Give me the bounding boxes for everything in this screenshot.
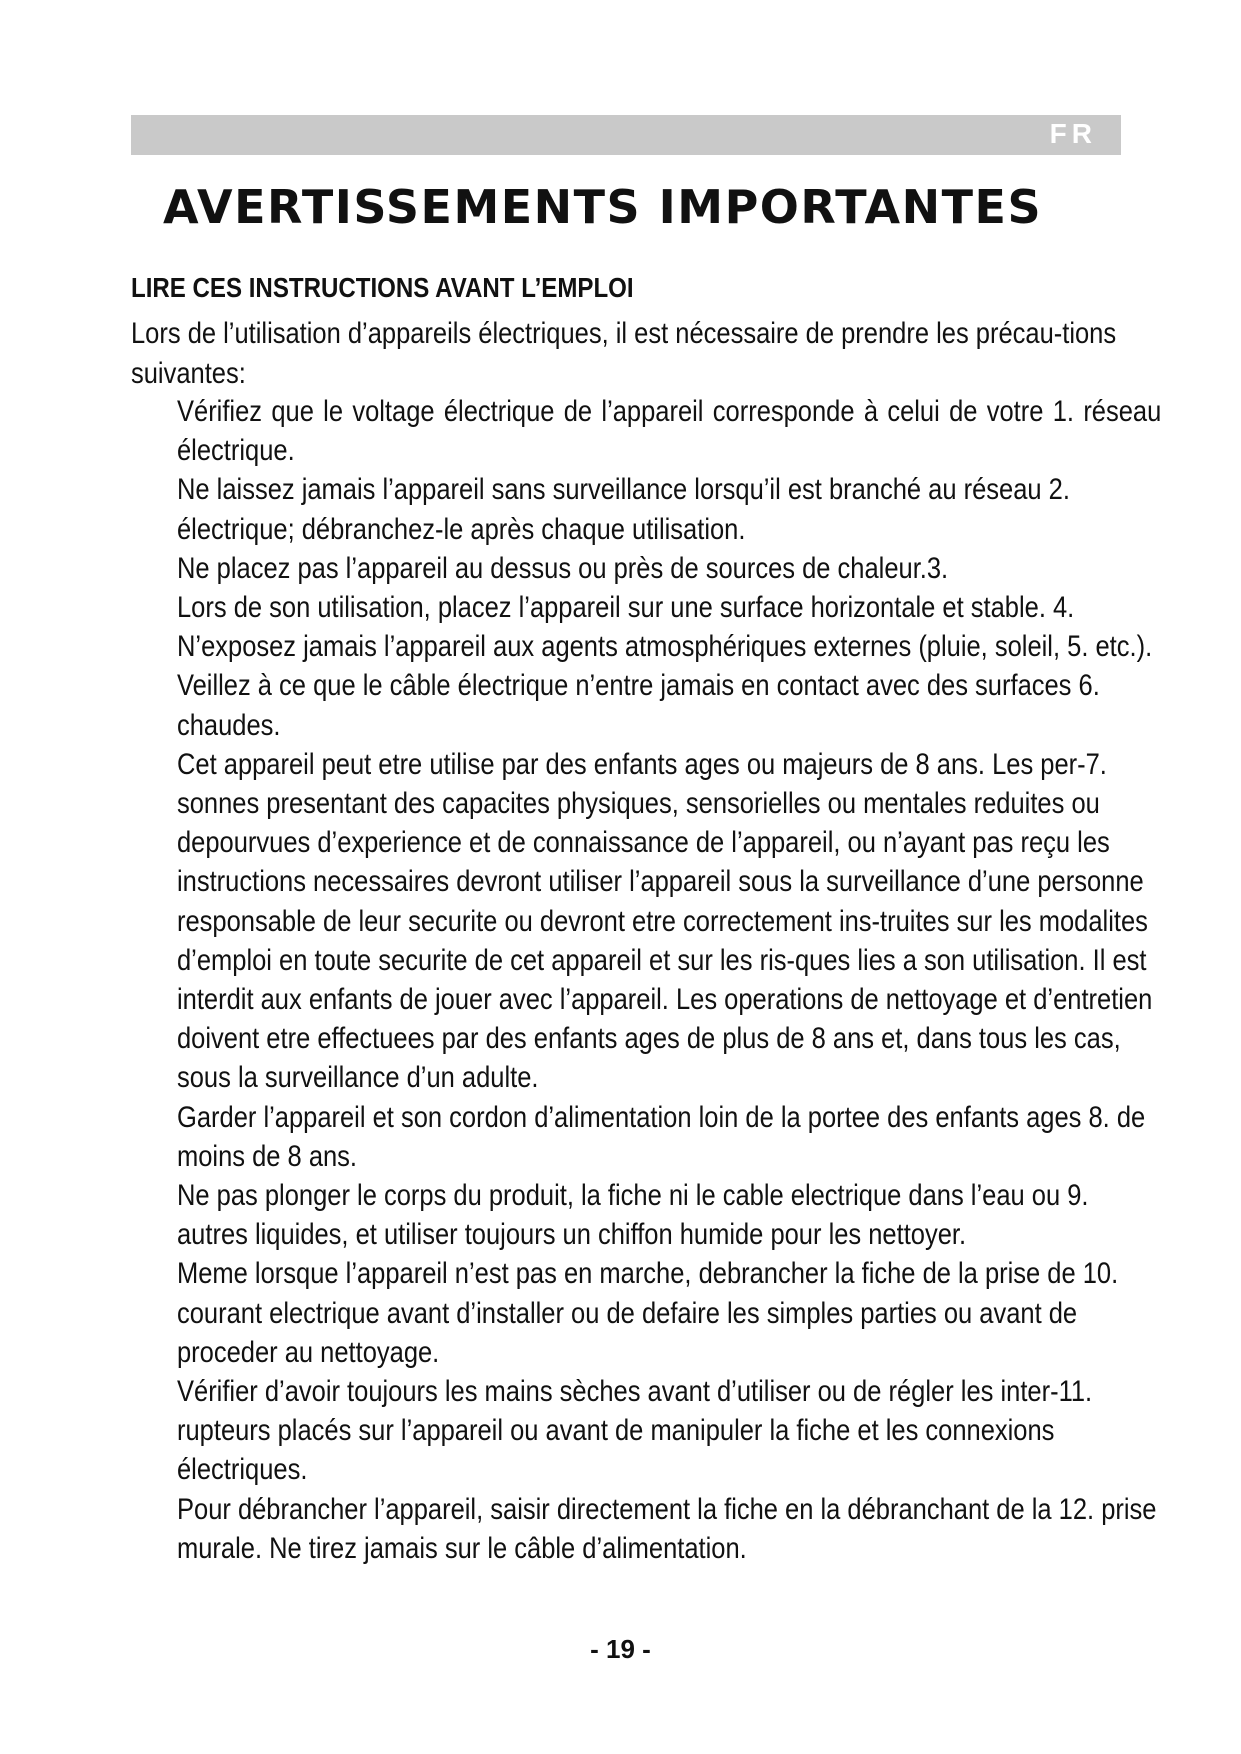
intro-paragraph: Lors de l’utilisation d’appareils électriques, il est nécessaire de prendre les précau-tions suivantes: — [131, 317, 1117, 390]
page-number: - 19 - — [590, 1634, 651, 1664]
warning-item-9: Ne pas plonger le corps du produit, la fiche ni le cable electrique dans l’eau ou 9. autres liquides, et utiliser toujours un chiffon humide pour les nettoyer. — [177, 1179, 1089, 1252]
warning-item-1: Vérifiez que le voltage électrique de l’appareil corresponde à celui de votre 1. réseau électrique. — [177, 395, 1162, 468]
warning-item-7: Cet appareil peut etre utilise par des enfants ages ou majeurs de 8 ans. Les per-7. sonnes presentant des capacites physiques, sensorielles ou mentales reduites ou depourvues d’experience et de connaissance de l’appareil, ou n’ayant pas reçu les instructions necessaires devront utiliser l’appareil sous la surveillance d’une personne responsable de leur securite ou devront etre correctement ins-truites sur les modalites d’emploi en toute securite de cet appareil et sur les ris-ques lies a son utilisation. Il est interdit aux enfants de jouer avec l’appareil. Les operations de nettoyage et d’entretien doivent etre effectuees par des enfants ages de plus de 8 ans et, dans tous les cas, sous la surveillance d’un adulte. — [177, 747, 1153, 1095]
language-bar — [131, 115, 1121, 155]
warnings-list — [177, 392, 1161, 1568]
warning-item-10: Meme lorsque l’appareil n’est pas en marche, debrancher la fiche de la prise de 10. courant electrique avant d’installer ou de defaire les simples parties ou avant de proceder au nettoyage. — [177, 1257, 1119, 1369]
warning-item-4: Lors de son utilisation, placez l’appareil sur une surface horizontale et stable. 4. — [177, 591, 1075, 625]
page-title: AVERTISSEMENTS IMPORTANTES — [163, 180, 1043, 234]
warning-item-11: Vérifier d’avoir toujours les mains sèches avant d’utiliser ou de régler les inter-11. rupteurs placés sur l’appareil ou avant de manipuler la fiche et les connexions électriques. — [177, 1375, 1093, 1487]
warning-item-2: Ne laissez jamais l’appareil sans surveillance lorsqu’il est branché au réseau 2. électrique; débranchez-le après chaque utilisation. — [177, 473, 1070, 546]
warning-item-8: Garder l’appareil et son cordon d’alimentation loin de la portee des enfants ages 8. de moins de 8 ans. — [177, 1100, 1146, 1173]
warning-item-12: Pour débrancher l’appareil, saisir directement la fiche en la débranchant de la 12. prise murale. Ne tirez jamais sur le câble d’alimentation. — [177, 1492, 1157, 1565]
warning-item-3: Ne placez pas l’appareil au dessus ou près de sources de chaleur.3. — [177, 551, 949, 585]
warning-item-6: Veillez à ce que le câble électrique n’entre jamais en contact avec des surfaces 6. chaudes. — [177, 669, 1100, 742]
section-heading: LIRE CES INSTRUCTIONS AVANT L’EMPLOI — [131, 272, 634, 303]
warning-item-5: N’exposez jamais l’appareil aux agents atmosphériques externes (pluie, soleil, 5. etc.). — [177, 630, 1153, 664]
language-code: FR — [1049, 118, 1097, 149]
